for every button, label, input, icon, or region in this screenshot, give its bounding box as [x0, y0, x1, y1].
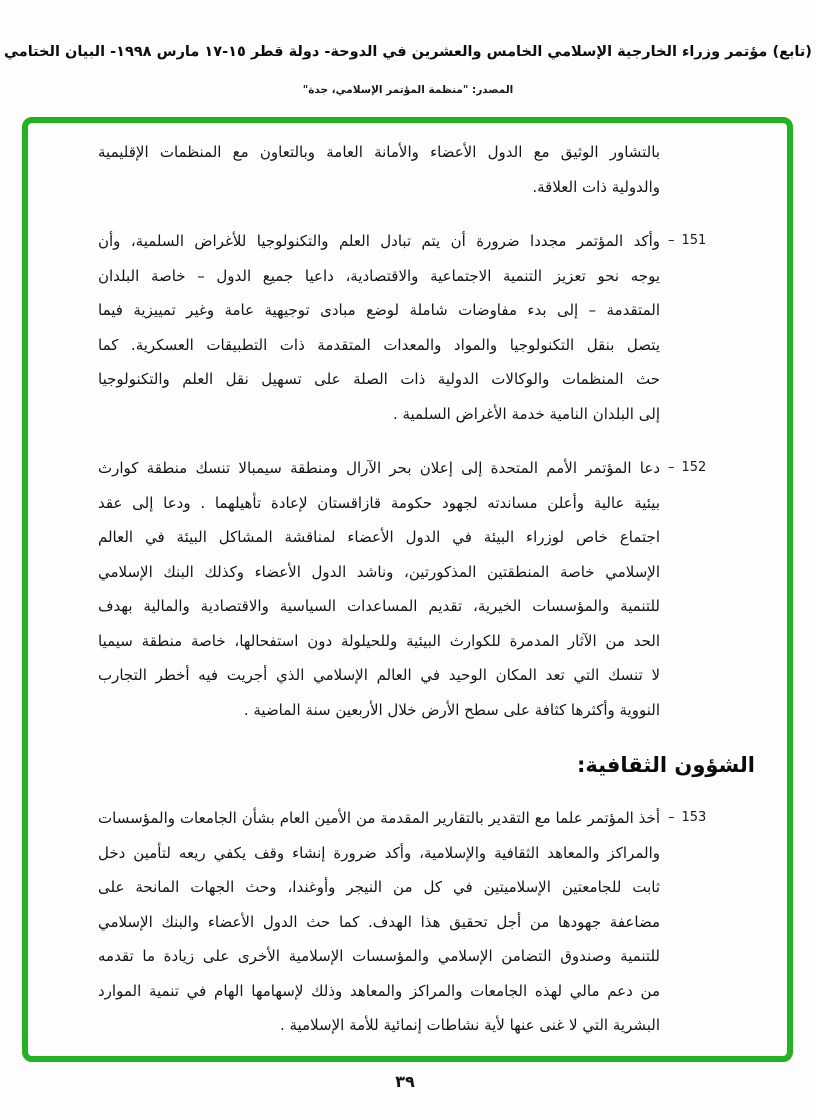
paragraph-number-value: 151 [681, 233, 707, 248]
text-line: النووية وأكثرها كثافة على سطح الأرض خلال الأربعين سنة الماضية . [243, 700, 660, 719]
text-line: والدولية ذات العلاقة. [532, 177, 660, 196]
paragraph-dash: – [668, 810, 675, 825]
paragraph-151 [98, 224, 757, 431]
text-line: دعا المؤتمر الأمم المتحدة إلى إعلان بحر الآرال ومنطقة سيمبالا تنسك منطقة كوارث [98, 459, 660, 477]
source-line: المصدر: "منظمة المؤتمر الإسلامي، جدة" [302, 84, 514, 96]
text-line: الحد من الآثار المدمرة للكوارث البيئية وللحيلولة دون استفحالها، خاصة منطقة سيميا [98, 631, 660, 650]
paragraph-number [660, 801, 757, 1043]
paragraph-number-value: 152 [681, 460, 707, 475]
text-line: حث المنظمات والوكالات الدولية ذات الصلة على تسهيل نقل العلم والتكنولوجيا [98, 370, 660, 388]
text-line: بيئية عالية وأعلن مساندته لجهود حكومة قازاقستان لإعادة تأهيلهما . ودعا إلى عقد [98, 493, 660, 512]
page-number: ٣٩ [395, 1072, 415, 1091]
text-line: والمراكز والمعاهد الثقافية والإسلامية، وأكد ضرورة إنشاء وقف يكفي ريعه لتأمين دخل [98, 843, 660, 862]
text-line: ثابت للجامعتين الإسلاميتين في كل من النيجر وأوغندا، وحث الجهات المانحة على [98, 878, 660, 896]
text-line: الإسلامي خاصة المنطقتين المذكورتين، وناشد الدول الأعضاء وكذلك البنك الإسلامي [98, 562, 660, 581]
paragraph-number [660, 224, 757, 431]
paragraph-number-value: 153 [681, 810, 707, 825]
text-line: بالتشاور الوثيق مع الدول الأعضاء والأمانة العامة وبالتعاون مع المنظمات الإقليمية [98, 143, 660, 161]
content-frame [22, 117, 793, 1062]
continuation-paragraph [98, 135, 757, 204]
text-line: وأكد المؤتمر مجددا ضرورة أن يتم تبادل العلم والتكنولوجيا للأغراض السلمية، وأن [98, 232, 660, 250]
text-line: لا تنسك التي تعد المكان الوحيد في العالم الإسلامي الذي أجريت فيه أخطر التجارب [98, 666, 660, 684]
text-line: أخذ المؤتمر علما مع التقدير بالتقارير المقدمة من الأمين العام بشأن الجامعات والمؤسسات [98, 809, 660, 827]
text-line: يتصل بنقل التكنولوجيا والمواد والمعدات المتقدمة ذات التطبيقات العسكرية. كما [98, 335, 660, 354]
paragraph-152 [98, 451, 757, 727]
text-line: اجتماع خاص لوزراء البيئة في الدول الأعضاء لمناقشة المشاكل البيئة في العالم [98, 528, 660, 546]
text-line: للتنمية والمؤسسات الخيرية، تقديم المساعدات السياسية والاقتصادية والمالية بهدف [98, 597, 660, 615]
paragraph-dash: – [668, 460, 675, 475]
text-line: يوجه نحو تعزيز التنمية الاجتماعية والاقتصادية، داعيا جميع الدول – خاصة البلدان [98, 266, 660, 285]
paragraph-dash: – [668, 233, 675, 248]
frame-inner [28, 123, 787, 1043]
text-line: إلى البلدان النامية خدمة الأغراض السلمية . [392, 404, 660, 423]
page-header-title: (تابع) مؤتمر وزراء الخارجية الإسلامي الخامس والعشرين في الدوحة- دولة قطر ١٥-١٧ مارس ١٩٩٨- البيان الختامي [4, 44, 812, 60]
number-gutter-empty [660, 135, 757, 204]
paragraph-number [660, 451, 757, 727]
paragraph-153 [98, 801, 757, 1043]
section-heading-cultural-affairs: الشؤون الثقافية: [576, 753, 755, 777]
text-line: من دعم مالي لهذه الجامعات والمراكز والمعاهد وذلك لإسهامها الهام في تنمية الموارد [98, 981, 660, 1000]
text-line: المتقدمة – إلى بدء مفاوضات شاملة لوضع مبادى توجيهية عامة وغير تمييزية فيما [98, 301, 660, 319]
text-line: للتنمية وصندوق التضامن الإسلامي والمؤسسات الإسلامية الأخرى على زيادة ما تقدمه [98, 947, 660, 965]
text-line: مضاعفة جهودها من أجل تحقيق هذا الهدف. كما حث الدول الأعضاء والبنك الإسلامي [98, 912, 660, 931]
text-line: البشرية التي لا غنى عنها لأية نشاطات إنمائية للأمة الإسلامية . [279, 1016, 660, 1034]
